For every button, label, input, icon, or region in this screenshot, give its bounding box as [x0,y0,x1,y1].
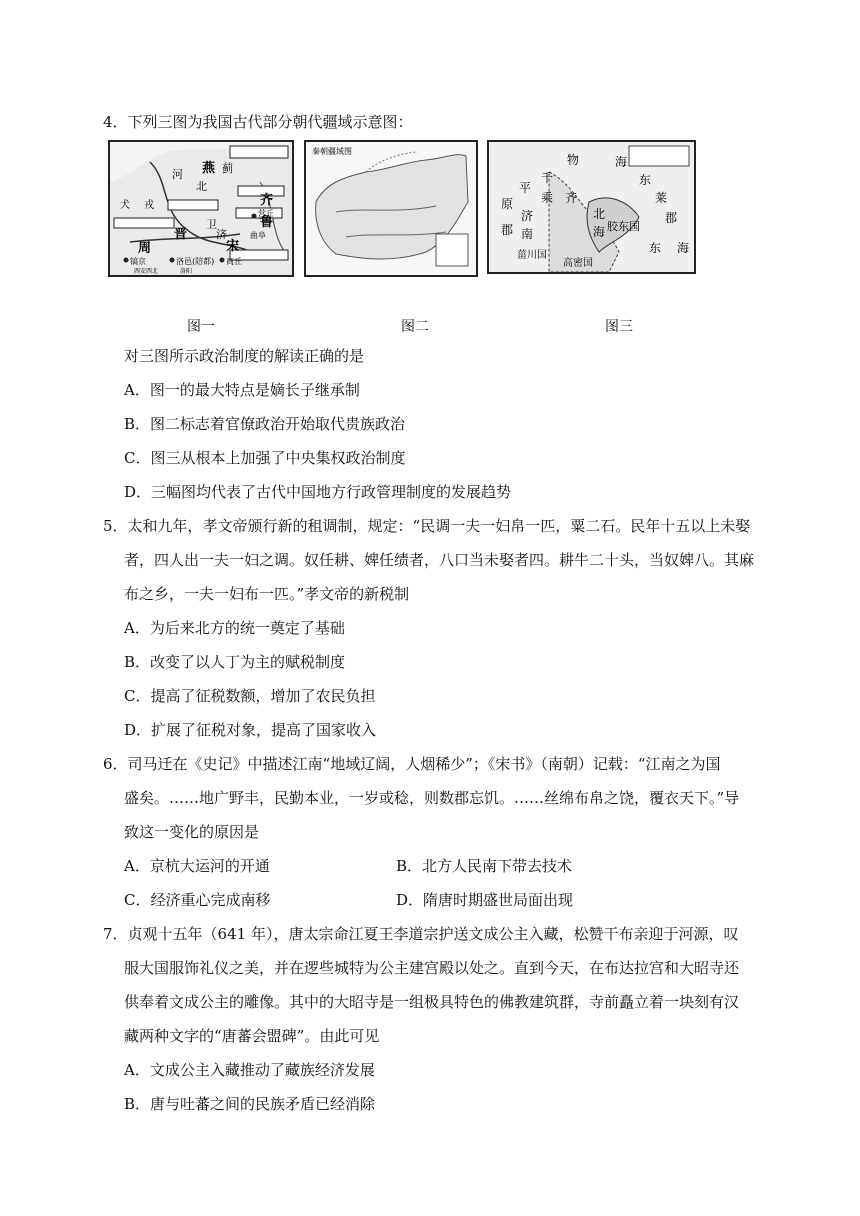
map3-label-ji: 济 [521,209,534,223]
q5-line-1: 5．太和九年，孝文帝颁行新的租调制，规定：“民调一夫一妇帛一匹，粟二石。民年十五以上未娶 [103,517,751,535]
map-figure-3 [487,140,696,274]
map1-label-yingqiu: 营丘 [258,209,274,218]
map1-label-bei: 北 [196,180,207,193]
map2-title: 秦朝疆域图 [312,147,352,156]
q5-option-b[interactable]: B．改变了以人丁为主的赋税制度 [124,653,346,671]
q5-option-a[interactable]: A．为后来北方的统一奠定了基础 [124,619,345,637]
map1-label-rong: 戎 [144,200,154,211]
map3-label-dong1: 东 [639,173,652,187]
map1-label-qufu: 曲阜 [250,231,266,240]
map3-label-qian: 千 [541,171,554,185]
map1-label-quan: 犬 [120,200,130,211]
q4-map-figures [108,140,708,280]
q6-option-d[interactable]: D．隋唐时期盛世局面出现 [396,891,574,909]
q6-option-c[interactable]: C．经济重心完成南移 [124,891,271,909]
q4-prompt: 对三图所示政治制度的解读正确的是 [124,347,365,365]
caption-figure-1: 图一 [187,319,215,335]
map3-label-gaomi: 高密国 [563,258,593,269]
map3-label-hai2: 海 [593,225,606,239]
map1-label-he: 河 [172,168,183,181]
q6-line-2: 盛矣。……地广野丰，民勤本业，一岁或稔，则数郡忘饥。……丝绵布帛之饶，覆衣天下。”导 [124,789,740,807]
q4-stem: 4．下列三图为我国古代部分朝代疆域示意图： [103,113,413,131]
q4-option-a[interactable]: A．图一的最大特点是嫡长子继承制 [124,381,360,399]
map1-label-luoyang: 洛阳 [180,268,193,275]
caption-figure-2: 图二 [401,319,429,335]
q7-option-b[interactable]: B．唐与吐蕃之间的民族矛盾已经消除 [124,1095,376,1113]
map3-label-hai1: 海 [615,155,628,169]
map3-label-jun2: 郡 [665,211,678,225]
q5-line-3: 布之乡，一夫一妇布一匹。”孝文帝的新税制 [124,585,410,603]
map3-label-yuan: 原 [501,197,514,211]
q7-line-3: 供奉着文成公主的雕像。其中的大昭寺是一组极具特色的佛教建筑群，寺前矗立着一块刻有汉 [124,993,740,1011]
q7-line-2: 服大国服饰礼仪之美，并在逻些城特为公主建宫殿以处之。直到今天，在布达拉宫和大昭寺还 [124,959,740,977]
map1-label-luoyi: 洛邑(陪都) [176,257,215,266]
map1-label-wei: 卫 [206,218,217,231]
q5-option-c[interactable]: C．提高了征税数额，增加了农民负担 [124,687,376,705]
map3-label-cheng: 乘 [541,191,554,205]
caption-figure-3: 图三 [605,319,633,335]
q5-option-d[interactable]: D．扩展了征税对象，提高了国家收入 [124,721,377,739]
map3-label-jiaodong: 胶东国 [607,220,640,233]
map3-label-dong2: 东 [649,241,662,255]
q7-line-4: 藏两种文字的“唐蕃会盟碑”。由此可见 [124,1027,380,1045]
q4-option-b[interactable]: B．图二标志着官僚政治开始取代贵族政治 [124,415,406,433]
map1-label-qi: 齐 [260,193,274,208]
map-figure-1 [108,140,294,277]
map3-label-hai3: 海 [677,241,690,255]
q7-line-1: 7．贞观十五年（641 年），唐太宗命江夏王李道宗护送文成公主入藏，松赞干布亲迎于河源，叹 [103,925,739,943]
map3-label-zichuan: 菑川国 [517,250,547,261]
q6-option-a[interactable]: A．京杭大运河的开通 [124,857,270,875]
q6-line-1: 6．司马迁在《史记》中描述江南“地域辽阔，人烟稀少”；《宋书》（南朝）记载：“江南之为国 [103,755,721,773]
q4-option-c[interactable]: C．图三从根本上加强了中央集权政治制度 [124,449,406,467]
map-figure-2 [304,140,478,277]
map1-label-ji: 蓟 [222,162,233,175]
q6-option-b[interactable]: B．北方人民南下带去技术 [396,857,573,875]
q5-line-2: 者，四人出一夫一妇之调。奴任耕、婢任绩者，八口当未娶者四。耕牛二十头，当奴婢八。其麻 [124,551,755,569]
map1-label-jin: 晋 [174,227,188,242]
map1-label-shangqiu: 商丘 [226,257,242,266]
map3-label-wu: 物 [567,153,580,167]
q7-option-a[interactable]: A．文成公主入藏推动了藏族经济发展 [124,1061,375,1079]
q4-option-d[interactable]: D．三幅图均代表了古代中国地方行政管理制度的发展趋势 [124,483,512,501]
map1-label-haojing: 镐京 [130,257,146,266]
map1-label-lu: 鲁 [260,215,274,230]
map1-label-song: 宋 [226,239,240,254]
map3-label-qi: 齐 [565,191,578,205]
map3-label-nan: 南 [521,227,534,241]
map1-label-zhou: 周 [138,241,152,256]
map1-label-jishui: 济 [216,228,227,241]
map3-label-ping: 平 [519,181,532,195]
map1-label-yan: 燕 [202,161,216,176]
map1-label-xian: 西安西北 [134,268,159,275]
map3-label-jun1: 郡 [501,223,514,237]
map3-label-lai: 莱 [655,191,668,205]
q6-line-3: 致这一变化的原因是 [124,823,260,841]
map3-label-bei: 北 [593,207,606,221]
